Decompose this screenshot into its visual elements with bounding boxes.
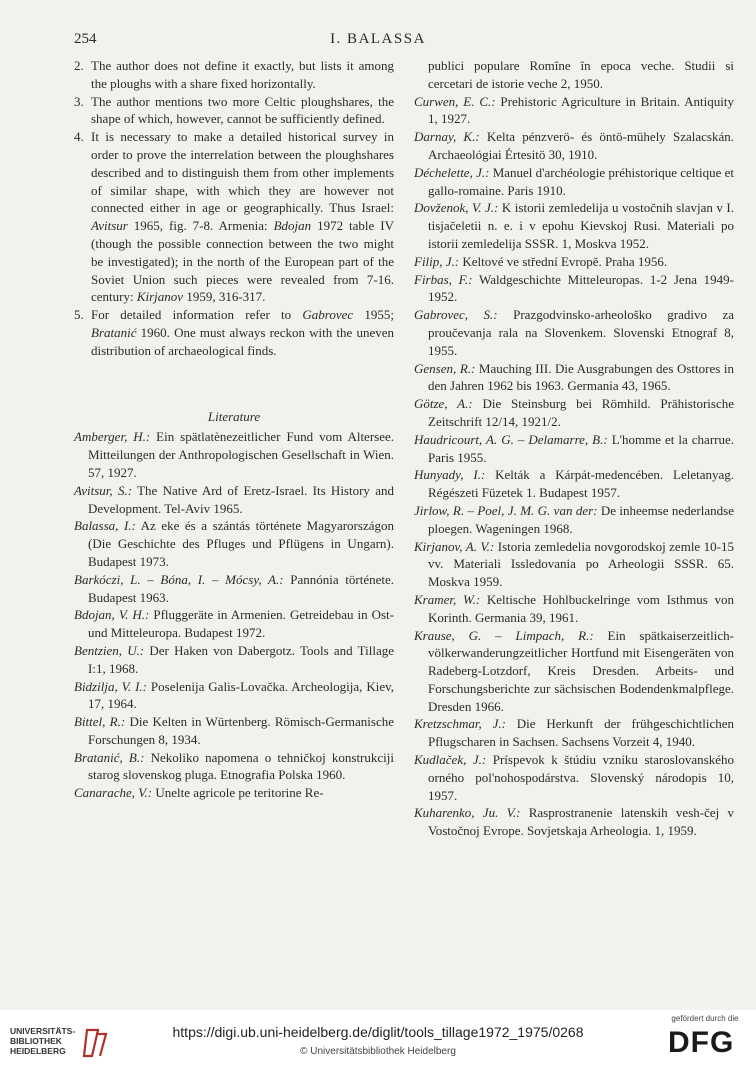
reference-list-right [414,57,734,840]
note-citation: Avitsur [91,218,128,234]
sponsor-caption: gefördert durch die [671,1014,739,1023]
reference-entry [414,128,734,164]
reference-text: Pannónia története. Budapest 1963. [88,571,395,605]
endnotes [74,57,394,360]
reference-author: Curwen, E. C.: [414,93,496,109]
note-item [74,93,394,129]
note-text: For detailed information refer to [91,307,303,323]
reference-author: Götze, A.: [414,396,473,412]
reference-author: Canarache, V.: [74,785,153,801]
reference-entry [414,466,734,502]
running-head [0,31,756,53]
reference-text: K istorii zemledelija u vostočnih slavjan v I. tisjačeletii n. e. i v epohu Kievskoj Rusi. Materiali po istorii zemledelija SSSR. 1, Moskva 1952. [428,200,735,251]
reference-author: Kretzschmar, J.: [414,716,506,732]
reference-text: Ein spätkaiserzeitlich-völkerwanderungzeitlicher Hortfund mit Eisengeräten von Radeberg-Lotzdorf, Kreis Dresden. Arbeits- und Forschungsberichte zur sächsischen Bodendenkmalpflege. Dresden 1966. [428,627,734,714]
reference-author: Amberger, H.: [74,429,151,445]
reference-author: Bdojan, V. H.: [74,607,150,623]
reference-text: Mauching III. Die Ausgrabungen des Osttores in den Jahren 1962 bis 1963. Germania 43, 1965. [428,360,734,394]
reference-author: Avitsur, S.: [74,482,133,498]
reference-entry [414,591,734,627]
reference-author: Kuharenko, Ju. V.: [414,805,521,821]
reference-author: Krause, G. – Limpach, R.: [414,627,594,643]
reference-entry [414,199,734,252]
note-citation: Bdojan [273,218,312,234]
reference-author: Déchelette, J.: [414,164,490,180]
note-text: 1960. One must always reckon with the uneven distribution of archaeological finds. [91,324,394,358]
reference-entry [74,428,394,481]
reference-entry [414,502,734,538]
dfg-logo[interactable] [660,1014,750,1064]
reference-author: Gensen, R.: [414,360,476,376]
reference-text: Kelta pénzverö- és öntö-mühely Szalacskán. Archaeológiai Értesitö 30, 1910. [428,129,734,162]
reference-text: Die Kelten in Würtenberg. Römisch-Germanische Forschungen 8, 1934. [88,714,394,747]
reference-text: Unelte agricole pe teritorine Re- [152,785,324,801]
note-citation: Kirjanov [136,289,184,305]
reference-text: Die Steinsburg bei Römhild. Prähistorische Zeitschrift 12/14, 1921/2. [428,396,734,429]
reference-entry [414,804,734,840]
note-number: 5. [74,307,84,323]
reference-entry [414,627,734,716]
reference-text: Príspevok k štúdiu vzniku staroslovanského orného pol'nohospodárstva. Slovenský národopis 10, 1957. [428,752,734,803]
reference-list-left [74,428,394,802]
reference-text: L'homme et la charrue. Paris 1955. [428,431,734,465]
reference-entry [414,57,734,93]
reference-author: Filip, J.: [414,253,460,269]
reference-entry [414,164,734,200]
reference-author: Kirjanov, A. V.: [414,538,495,554]
reference-author: Bratanić, B.: [74,749,145,765]
footer-bar [0,1010,756,1067]
reference-entry [74,571,394,607]
reference-author: Firbas, F.: [414,271,473,287]
reference-author: Kudlaček, J.: [414,752,487,768]
reference-text: Keltové ve střední Evropě. Praha 1956. [459,253,668,269]
reference-author: Bidzilja, V. I.: [74,678,147,694]
reference-text: Manuel d'archéologie préhistorique celtique et gallo-romaine. Paris 1910. [428,164,734,198]
reference-author: Dovženok, V. J.: [414,200,499,216]
reference-text: Az eke és a szántás története Magyarországon (Die Geschichte des Pfluges und Pflügens in Ungarn). Budapest 1973. [88,518,394,569]
reference-entry [74,713,394,749]
reference-text: Der Haken von Dabergotz. Tools and Tillage I:1, 1968. [88,642,395,676]
permalink[interactable]: https://digi.ub.uni-heidelberg.de/diglit/tools_tillage1972_1975/0268 [172,1024,584,1040]
reference-entry [414,538,734,591]
reference-entry [74,606,394,642]
note-text: 1955; [353,307,394,323]
dfg-wordmark: DFG [668,1026,735,1059]
reference-entry [74,749,394,785]
note-text: The author mentions two more Celtic ploughshares, the shape of which, however, cannot be sufficiently defined. [91,93,394,127]
reference-entry [414,306,734,359]
page-number: 254 [74,31,97,47]
note-citation: Gabrovec [302,307,354,323]
reference-entry [414,715,734,751]
reference-author: Bentzien, U.: [74,642,145,658]
reference-text: Die Herkunft der frühgeschichtlichen Pflugscharen in Sachsen. Sachsens Vorzeit 4, 1940. [428,716,734,750]
reference-text: Rasprostranenie latenskih vesh-čej v Vostočnoj Evrope. Sovjetskaja Arheologia. 1, 1959. [428,805,734,839]
reference-author: Bittel, R.: [74,714,126,730]
note-text: The author does not define it exactly, but lists it among the ploughs with a share fixed horizontally. [91,58,394,91]
note-text: It is necessary to make a detailed historical survey in order to prove the interrelation between the ploughshares described and to distinguish them from other implements of similar shape, with which they are however not connected either in age or geographically. Thus Israel: [91,129,394,216]
reference-text: Nekoliko napomena o tehničkoj konstrukciji starog slovenskog pluga. Etnografia Polska 1960. [88,749,394,783]
note-citation: Bratanić [91,324,137,340]
reference-author: Jirlow, R. – Poel, J. M. G. van der: [414,502,598,518]
reference-text: Poselenija Galis-Lovačka. Archeologija, Kiev, 17, 1964. [88,678,395,712]
reference-text: publici populare Romîne în epoca veche. Studii si cercetari de istorie veche 2, 1950. [428,58,734,91]
reference-entry [414,360,734,396]
reference-author: Hunyady, I.: [414,467,486,483]
reference-entry [74,517,394,570]
reference-text: Kelták a Kárpát-medencében. Leletanyag. Régészeti Füzetek 1. Budapest 1957. [428,467,734,501]
note-item [74,57,394,93]
reference-author: Balassa, I.: [74,518,136,534]
institution-name: UNIVERSITÄTS- BIBLIOTHEK HEIDELBERG [10,1026,76,1056]
reference-author: Kramer, W.: [414,591,481,607]
note-item [74,128,394,306]
reference-entry [414,751,734,804]
reference-entry [74,784,394,802]
reference-author: Darnay, K.: [414,129,480,145]
reference-text: Prehistoric Agriculture in Britain. Antiquity 1, 1927. [428,93,734,127]
note-text: 1959, 316-317. [183,289,266,305]
reference-entry [74,482,394,518]
right-column [414,57,734,840]
reference-author: Gabrovec, S.: [414,307,498,323]
reference-author: Barkóczi, L. – Bóna, I. – Mócsy, A.: [74,571,284,587]
reference-text: The Native Ard of Eretz-Israel. Its History and Development. Tel-Aviv 1965. [88,482,394,516]
reference-text: Ein spätlatènezeitlicher Fund vom Altersee. Mitteilungen der Anthropologischen Gesellschaft in Wien. 57, 1927. [88,429,395,480]
reference-entry [74,642,394,678]
reference-author: Haudricourt, A. G. – Delamarre, B.: [414,431,608,447]
note-number: 4. [74,129,84,145]
literature-heading: Literature [207,408,261,424]
reference-entry [414,395,734,431]
copyright-notice: © Universitätsbibliothek Heidelberg [300,1046,456,1057]
note-text: 1972 table IV (though the possible connection between the two might be investigated); in the north of the European part of the Soviet Union such pieces were revealed from 7-16. century: [91,218,394,305]
running-title: I. BALASSA [330,31,426,47]
note-number: 2. [74,58,84,73]
reference-entry [414,93,734,129]
note-number: 3. [74,93,84,109]
reference-entry [74,678,394,714]
reference-entry [414,253,734,271]
reference-entry [414,431,734,467]
note-item [74,306,394,359]
reference-text: Pfluggeräte in Armenien. Getreidebau in Ost- und Mitteleuropa. Budapest 1972. [88,607,394,641]
note-text: 1965, fig. 7-8. Armenia: [127,218,274,234]
reference-text: Prazgodvinsko-arheološko gradivo za proučevanja rala na Slovenkem. Slovenski Etnograf 8, 1955. [428,307,734,358]
reference-text: Istoria zemledelia novgorodskoj zemle 10-15 vv. Materiali Issledovania po Arheologii SSSR. 65. Moskva 1959. [428,538,735,590]
reference-text: Keltische Hohlbuckelringe vom Isthmus von Korinth. Germania 39, 1961. [428,591,734,625]
reference-entry [414,271,734,307]
reference-text: De inheemse nederlandse ploegen. Wageningen 1968. [428,502,734,536]
reference-text: Waldgeschichte Mitteleuropas. 1-2 Jena 1949-1952. [428,271,735,305]
left-column [74,57,394,802]
